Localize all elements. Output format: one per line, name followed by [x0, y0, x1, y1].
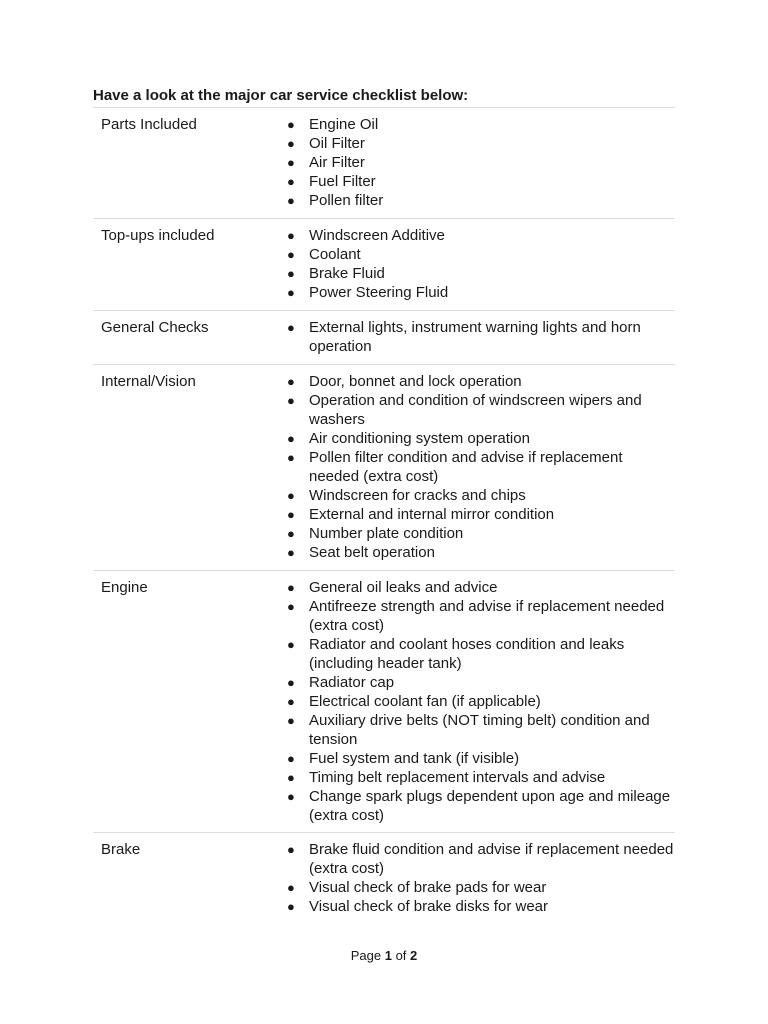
item-text: External and internal mirror condition	[309, 506, 555, 523]
bullet-icon: ●	[287, 770, 295, 785]
item-text: Air conditioning system operation	[309, 430, 530, 447]
checklist-row-top-ups-included	[93, 219, 675, 311]
checklist-row-engine	[93, 571, 675, 833]
page-label: Page	[350, 948, 382, 963]
list-item	[283, 578, 675, 597]
list-item	[283, 840, 675, 878]
checklist-heading: Have a look at the major car service checklist below:	[93, 87, 469, 104]
category-label: Parts Included	[101, 116, 197, 133]
item-text: External lights, instrument warning lights and horn operation	[309, 319, 641, 355]
item-text: Antifreeze strength and advise if replacement needed (extra cost)	[309, 598, 665, 634]
page-number-footer	[0, 947, 768, 965]
bullet-icon: ●	[287, 266, 295, 281]
list-item	[283, 226, 675, 245]
bullet-icon: ●	[287, 488, 295, 503]
bullet-icon: ●	[287, 431, 295, 446]
bullet-icon: ●	[287, 320, 295, 335]
item-text: Engine Oil	[309, 116, 379, 133]
list-item	[283, 897, 675, 916]
bullet-icon: ●	[287, 751, 295, 766]
list-item	[283, 172, 675, 191]
item-text: Air Filter	[309, 154, 365, 171]
category-label: Internal/Vision	[101, 373, 196, 390]
bullet-icon: ●	[287, 599, 295, 614]
list-item	[283, 543, 675, 562]
bullet-icon: ●	[287, 545, 295, 560]
bullet-icon: ●	[287, 899, 295, 914]
bullet-icon: ●	[287, 155, 295, 170]
current-page-number: 1	[384, 948, 392, 963]
checklist-row-brake	[93, 833, 675, 925]
item-text: Seat belt operation	[309, 544, 435, 561]
list-item	[283, 245, 675, 264]
bullet-icon: ●	[287, 228, 295, 243]
bullet-icon: ●	[287, 842, 295, 857]
item-text: Visual check of brake disks for wear	[309, 898, 548, 915]
bullet-icon: ●	[287, 374, 295, 389]
bullet-icon: ●	[287, 247, 295, 262]
list-item	[283, 787, 675, 825]
bullet-icon: ●	[287, 136, 295, 151]
list-item	[283, 264, 675, 283]
list-item	[283, 191, 675, 210]
item-text: Pollen filter	[309, 192, 384, 209]
item-list	[283, 372, 675, 564]
bullet-icon: ●	[287, 393, 295, 408]
list-item	[283, 153, 675, 172]
item-text: Brake fluid condition and advise if replacement needed (extra cost)	[309, 841, 674, 877]
item-text: Change spark plugs dependent upon age and mileage (extra cost)	[309, 788, 671, 824]
bullet-icon: ●	[287, 174, 295, 189]
item-text: Oil Filter	[309, 135, 365, 152]
list-item	[283, 635, 675, 673]
bullet-icon: ●	[287, 580, 295, 595]
list-item	[283, 505, 675, 524]
bullet-icon: ●	[287, 117, 295, 132]
item-text: Visual check of brake pads for wear	[309, 879, 547, 896]
list-item	[283, 318, 675, 356]
item-text: Power Steering Fluid	[309, 284, 449, 301]
item-text: Windscreen Additive	[309, 227, 445, 244]
item-list	[283, 115, 675, 212]
item-text: Fuel system and tank (if visible)	[309, 750, 520, 767]
item-text: General oil leaks and advice	[309, 579, 498, 596]
item-text: Pollen filter condition and advise if replacement needed (extra cost)	[309, 449, 623, 485]
checklist-row-internal-vision	[93, 365, 675, 571]
service-checklist-table	[93, 107, 675, 925]
total-pages-number: 2	[410, 948, 418, 963]
bullet-icon: ●	[287, 880, 295, 895]
checklist-row-general-checks	[93, 311, 675, 365]
list-item	[283, 486, 675, 505]
item-text: Door, bonnet and lock operation	[309, 373, 522, 390]
item-text: Timing belt replacement intervals and advise	[309, 769, 606, 786]
list-item	[283, 673, 675, 692]
item-text: Windscreen for cracks and chips	[309, 487, 526, 504]
bullet-icon: ●	[287, 675, 295, 690]
list-item	[283, 768, 675, 787]
bullet-icon: ●	[287, 713, 295, 728]
list-item	[283, 115, 675, 134]
item-text: Auxiliary drive belts (NOT timing belt) condition and tension	[309, 712, 650, 748]
list-item	[283, 134, 675, 153]
item-text: Fuel Filter	[309, 173, 376, 190]
bullet-icon: ●	[287, 526, 295, 541]
item-text: Coolant	[309, 246, 361, 263]
list-item	[283, 391, 675, 429]
item-text: Operation and condition of windscreen wipers and washers	[309, 392, 642, 428]
list-item	[283, 597, 675, 635]
checklist-row-parts-included	[93, 108, 675, 219]
bullet-icon: ●	[287, 694, 295, 709]
list-item	[283, 448, 675, 486]
item-list	[283, 578, 675, 826]
item-list	[283, 226, 675, 304]
bullet-icon: ●	[287, 507, 295, 522]
bullet-icon: ●	[287, 193, 295, 208]
item-text: Radiator and coolant hoses condition and leaks (including header tank)	[309, 636, 625, 672]
item-text: Electrical coolant fan (if applicable)	[309, 693, 541, 710]
category-label: Engine	[101, 579, 148, 596]
list-item	[283, 692, 675, 711]
list-item	[283, 711, 675, 749]
category-label: Brake	[101, 841, 141, 858]
list-item	[283, 749, 675, 768]
bullet-icon: ●	[287, 450, 295, 465]
list-item	[283, 878, 675, 897]
item-list	[283, 318, 675, 358]
bullet-icon: ●	[287, 285, 295, 300]
list-item	[283, 283, 675, 302]
of-label: of	[395, 948, 407, 963]
category-label: General Checks	[101, 319, 209, 336]
list-item	[283, 429, 675, 448]
bullet-icon: ●	[287, 637, 295, 652]
bullet-icon: ●	[287, 789, 295, 804]
item-text: Radiator cap	[309, 674, 395, 691]
item-text: Number plate condition	[309, 525, 464, 542]
list-item	[283, 524, 675, 543]
item-text: Brake Fluid	[309, 265, 385, 282]
category-label: Top-ups included	[101, 227, 215, 244]
item-list	[283, 840, 675, 919]
list-item	[283, 372, 675, 391]
